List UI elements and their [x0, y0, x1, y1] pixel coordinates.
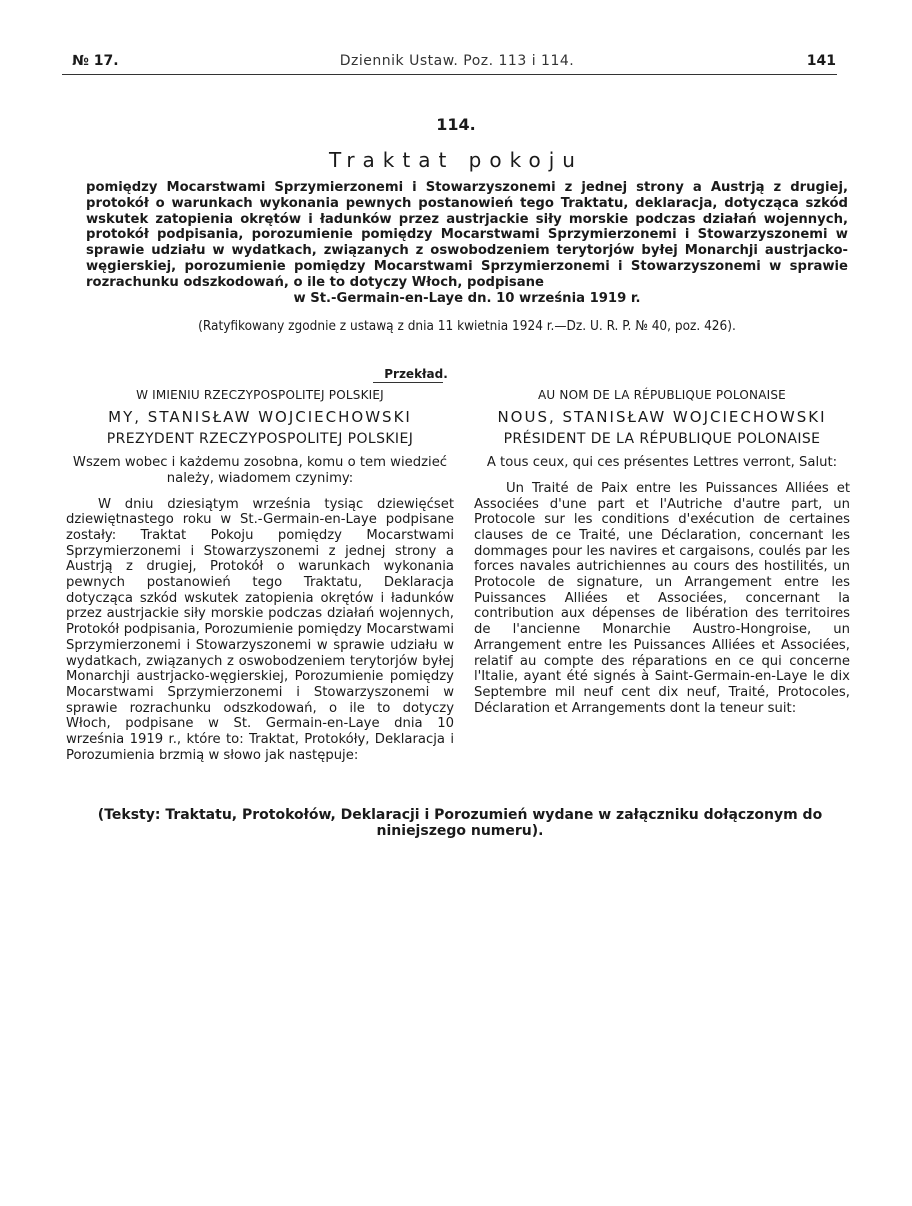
- ratification-note: (Ratyfikowany zgodnie z ustawą z dnia 11 kwietnia 1924 r.—Dz. U. R. P. № 40, poz. 426).: [198, 318, 736, 334]
- french-invocation: AU NOM DE LA RÉPUBLIQUE POLONAISE: [538, 388, 786, 402]
- polish-body: W dniu dziesiątym września tysiąc dziewięćset dziewiętnastego roku w St.-Germain-en-Laye podpisane zostały: Traktat Pokoju pomiędzy Mocarstwami Sprzymierzonemi i Stowarzyszonemi z jednej strony a Austrją z drugiej, Protokół o warunkach wykonania pewnych postanowień tego Traktatu, Deklaracja dotycząca szkód wskutek zatopienia okrętów i ładunków przez austrjackie siły morskie podczas działań wojennych, Protokół podpisania, Porozumienie pomiędzy Mocarstwami Sprzymierzonemi i Stowarzyszonemi w sprawie udziału w wydatkach, związanych z oswobodzeniem terytorjów byłej Monarchji austrjacko-węgierskiej, Porozumienie pomiędzy Mocarstwami Sprzymierzonemi i Stowarzyszonemi w sprawie rozrachunku odszkodowań, o ile to dotyczy Włoch, podpisane w St. Germain-en-Laye dnia 10 września 1919 r., które to: Traktat, Protokóły, Deklaracja i Porozumienia brzmią w słowo jak następuje:: [66, 496, 454, 763]
- polish-president-name: MY, STANISŁAW WOJCIECHOWSKI: [108, 407, 412, 426]
- journal-title: Dziennik Ustaw. Poz. 113 i 114.: [339, 53, 575, 69]
- polish-president-title: PREZYDENT RZECZYPOSPOLITEJ POLSKIEJ: [106, 431, 414, 448]
- subtitle-last-line: w St.-Germain-en-Laye dn. 10 września 1919 r.: [293, 290, 641, 306]
- polish-greeting: Wszem wobec i każdemu zosobna, komu o tem wiedzieć należy, wiadomem czynimy:: [72, 455, 448, 486]
- polish-invocation: W IMIENIU RZECZYPOSPOLITEJ POLSKIEJ: [136, 388, 384, 402]
- translation-label: Przekład.: [384, 367, 448, 381]
- french-president-name: NOUS, STANISŁAW WOJCIECHOWSKI: [497, 407, 827, 426]
- french-president-title: PRÉSIDENT DE LA RÉPUBLIQUE POLONAISE: [503, 431, 821, 448]
- header-divider: [62, 74, 837, 75]
- footer-note: (Teksty: Traktatu, Protokołów, Deklaracji i Porozumień wydane w załączniku dołączonym do niniejszego numeru).: [97, 807, 823, 839]
- document-subtitle: [86, 180, 848, 306]
- document-number: 114.: [436, 115, 476, 134]
- french-column: [474, 388, 850, 716]
- issue-number: № 17.: [72, 53, 119, 69]
- page-number: 141: [806, 53, 836, 69]
- page-header: [72, 53, 842, 75]
- polish-column: [66, 388, 454, 763]
- french-body: Un Traité de Paix entre les Puissances Alliées et Associées d'une part et l'Autriche d'autre part, un Protocole sur les conditions d'exécution de certaines clauses de ce Traité, une Déclaration, concernant les dommages pour les navires et cargaisons, coulés par les forces navales autrichiennes au cours des hostilités, un Protocole de signature, un Arrangement entre les Puissances Alliées et Associées, concernant la contribution aux dépenses de libération des territoires de l'ancienne Monarchie Austro-Hongroise, un Arrangement entre les Puissances Alliées et Associées, relatif au compte des réparations en ce qui concerne l'Italie, ayant été signés à Saint-Germain-en-Laye le dix Septembre mil neuf cent dix neuf, Traité, Protocoles, Déclaration et Arrangements dont la teneur suit:: [474, 480, 850, 716]
- subtitle-main: pomiędzy Mocarstwami Sprzymierzonemi i Stowarzyszonemi z jednej strony a Austrją z drugiej, protokół o warunkach wykonania pewnych postanowień tego Traktatu, deklaracja, dotycząca szkód wskutek zatopienia okrętów i ładunków przez austrjackie siły morskie podczas działań wojennych, protokół podpisania, porozumienie pomiędzy Mocarstwami Sprzymierzonemi i Stowarzyszonemi w sprawie udziału w wydatkach, związanych z oswobodzeniem terytorjów byłej Monarchji austrjacko-węgierskiej, porozumienie pomiędzy Mocarstwami Sprzymierzonemi i Stowarzyszonemi w sprawie rozrachunku odszkodowań, o ile to dotyczy Włoch, podpisane: [86, 180, 848, 290]
- translation-underline: [373, 382, 443, 383]
- french-greeting: A tous ceux, qui ces présentes Lettres verront, Salut:: [486, 455, 838, 471]
- document-title: Traktat pokoju: [329, 148, 583, 172]
